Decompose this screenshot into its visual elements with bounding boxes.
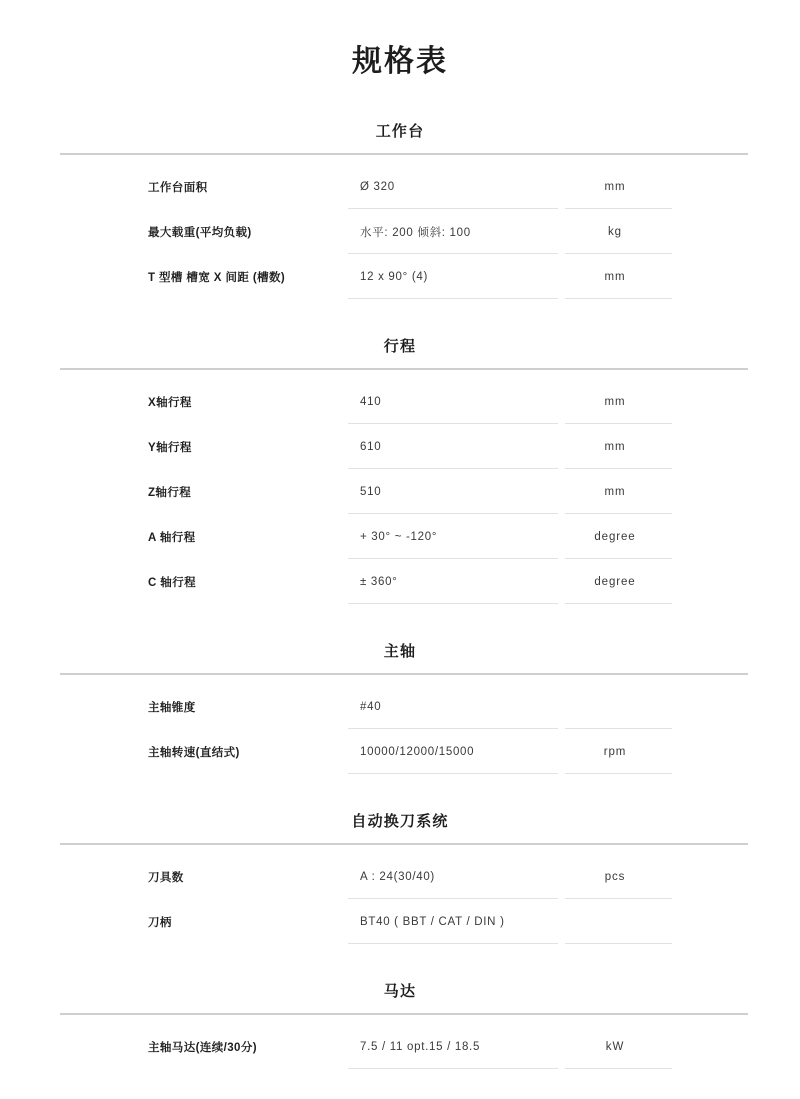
spec-label: 刀具数 [148,871,184,884]
spec-unit: mm [604,395,626,408]
spec-value: 510 [360,485,382,498]
spec-section-travel [0,337,800,604]
spec-value: 610 [360,440,382,453]
spec-label: 主轴马达(连续/30分) [148,1041,257,1054]
page-title: 规格表 [352,45,448,78]
spec-unit: mm [604,440,626,453]
spec-value: BT40 ( BBT / CAT / DIN ) [360,915,505,928]
spec-label: T 型槽 槽宽 X 间距 (槽数) [148,271,286,284]
spec-rows-worktable [0,155,800,299]
table-row-content [0,424,800,469]
table-row [0,424,800,469]
spec-section-motor [0,982,800,1069]
spec-label: Y轴行程 [148,441,192,454]
spec-value: 7.5 / 11 opt.15 / 18.5 [360,1040,481,1053]
table-row-content [0,729,800,774]
table-row [0,559,800,604]
spec-label: Z轴行程 [148,486,192,499]
spec-label: 工作台面积 [148,181,208,194]
spec-rows-motor [0,1015,800,1069]
spec-value: + 30° ~ -120° [360,530,438,543]
spec-value: A : 24(30/40) [360,870,435,883]
table-row-content [0,684,800,729]
spec-rows-travel [0,370,800,604]
table-row [0,209,800,254]
spec-label: 刀柄 [148,916,172,929]
spec-value: 410 [360,395,382,408]
spec-section-spindle [0,642,800,774]
spec-label: X轴行程 [148,396,192,409]
spec-section-worktable [0,122,800,299]
table-row-content [0,559,800,604]
spec-value: #40 [360,700,382,713]
spec-value: 10000/12000/15000 [360,745,475,758]
table-row-content [0,209,800,254]
table-row [0,899,800,944]
spec-unit: kW [605,1040,625,1053]
table-row-content [0,1024,800,1069]
table-row [0,379,800,424]
spec-value: Ø 320 [360,180,395,193]
table-row [0,514,800,559]
spec-unit: rpm [603,745,627,758]
spec-label: 主轴锥度 [148,701,196,714]
spec-value: ± 360° [360,575,398,588]
spec-label: C 轴行程 [148,576,196,589]
spec-unit: degree [594,530,636,543]
table-row [0,729,800,774]
spec-rows-atc [0,845,800,944]
section-header-worktable: 工作台 [375,123,425,140]
spec-label: 最大载重(平均负载) [148,226,252,239]
spec-section-atc [0,812,800,944]
spec-value: 12 x 90° (4) [360,270,428,283]
spec-unit: mm [604,270,626,283]
table-row [0,684,800,729]
section-header-motor: 马达 [383,983,417,1000]
spec-unit: degree [594,575,636,588]
spec-unit: pcs [604,870,626,883]
table-row [0,254,800,299]
spec-rows-spindle [0,675,800,774]
spec-label: A 轴行程 [148,531,196,544]
table-row-content [0,379,800,424]
spec-unit: mm [604,485,626,498]
spec-value: 水平: 200 倾斜: 100 [360,226,471,239]
table-row-content [0,899,800,944]
table-row [0,164,800,209]
table-row-content [0,254,800,299]
table-row-content [0,164,800,209]
spec-sections [0,122,800,1069]
spec-label: 主轴转速(直结式) [148,746,240,759]
table-row [0,469,800,514]
table-row [0,1024,800,1069]
section-header-travel: 行程 [383,338,417,355]
table-row-content [0,469,800,514]
section-header-atc: 自动换刀系统 [351,813,449,830]
table-row-content [0,514,800,559]
table-row-content [0,854,800,899]
spec-unit: kg [608,225,622,238]
spec-unit: mm [604,180,626,193]
section-header-spindle: 主轴 [383,643,417,660]
table-row [0,854,800,899]
